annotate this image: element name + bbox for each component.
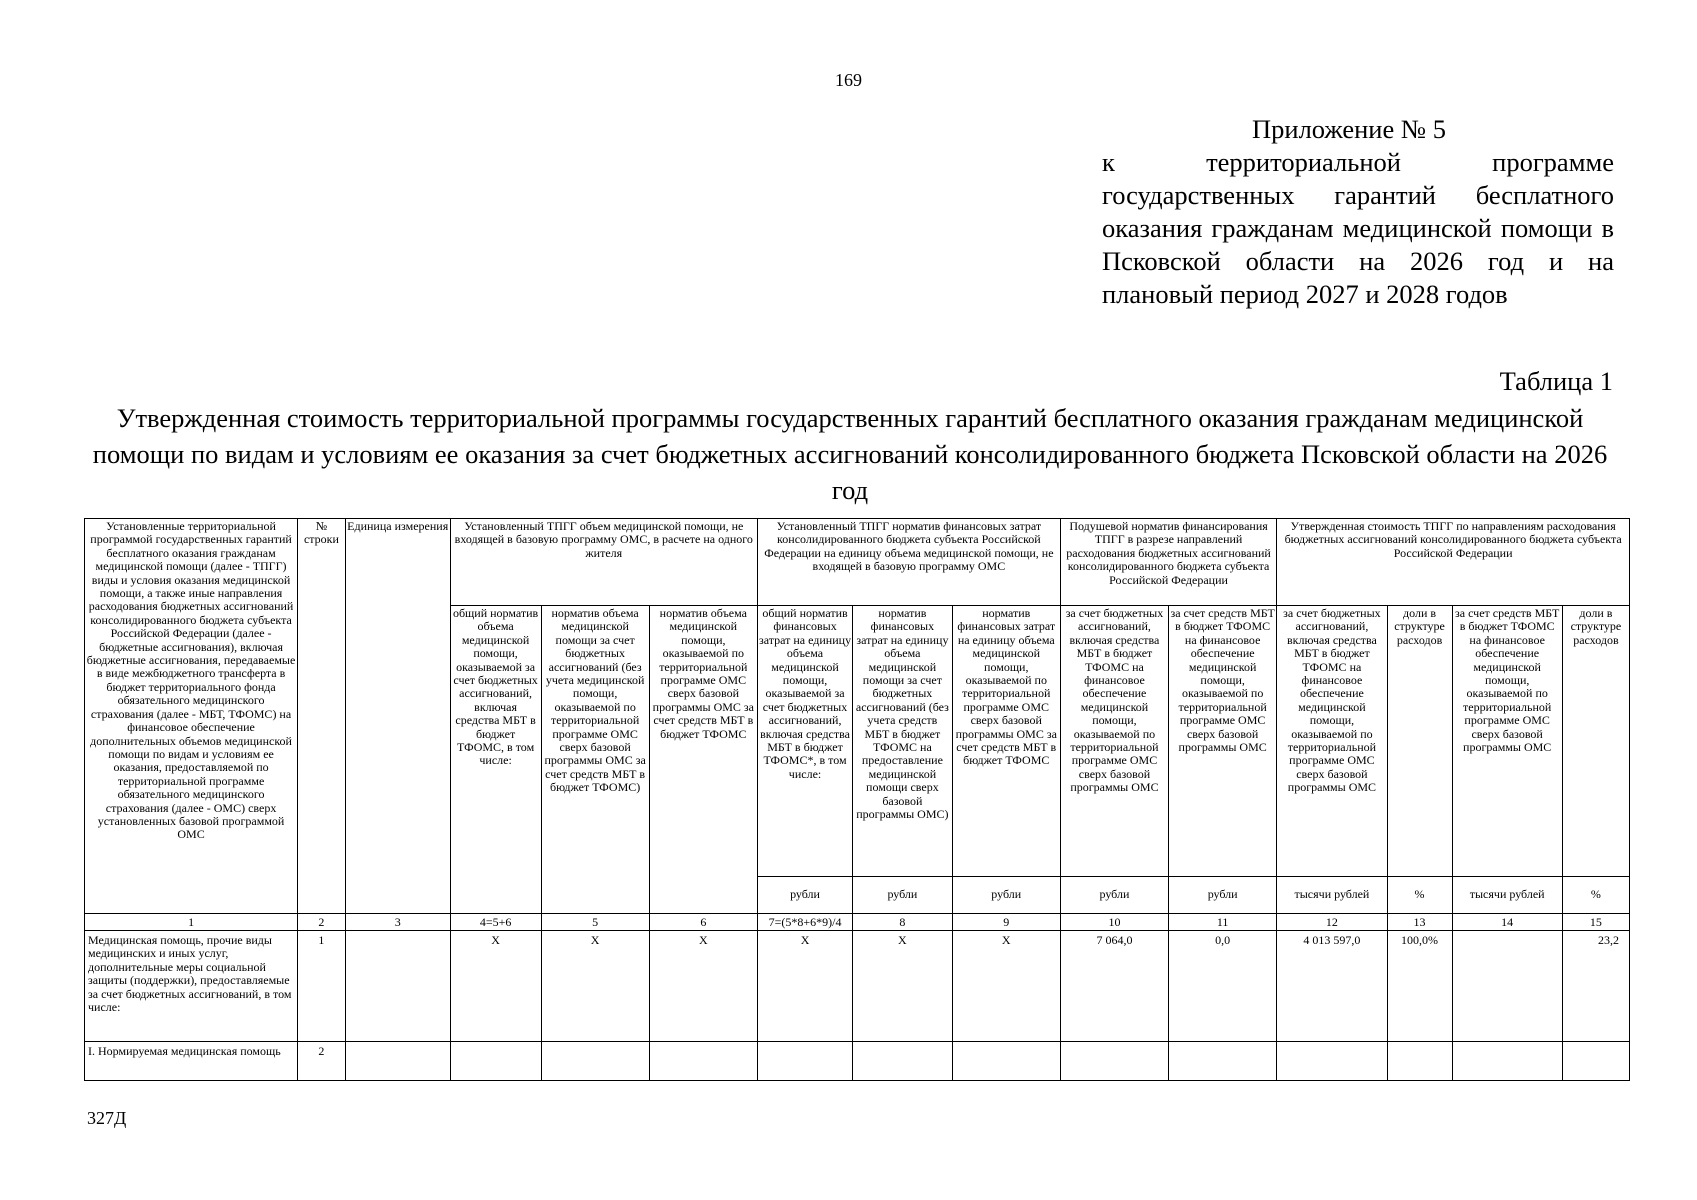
cell-c6 bbox=[649, 1042, 757, 1081]
appendix-block bbox=[1102, 113, 1614, 311]
appendix-heading: Приложение № 5 bbox=[1252, 114, 1447, 144]
unit-col-9: рубли bbox=[952, 877, 1060, 914]
header-col-2: № строки bbox=[298, 519, 346, 914]
unit-col-11: рубли bbox=[1169, 877, 1277, 914]
column-numbering-row bbox=[85, 914, 1630, 931]
appendix-body: к территориальной программе государственных гарантий бесплатного оказания гражданам медицинской помощи в Псковской области на 2026 год и на плановый период 2027 и 2028 годов bbox=[1102, 147, 1614, 309]
header-col-14: за счет средств МБТ в бюджет ТФОМС на финансовое обеспечение медицинской помощи, оказываемой по территориальной программе ОМС сверх базовой программы ОМС bbox=[1452, 606, 1562, 877]
header-col-5: норматив объема медицинской помощи за счет бюджетных ассигнований (без учета медицинской помощи, оказываемой по территориальной программе ОМС сверх базовой программы ОМС за счет средств МБТ в бюджет ТФОМС) bbox=[541, 606, 649, 914]
col-number: 8 bbox=[853, 914, 953, 931]
unit-col-15: % bbox=[1562, 877, 1629, 914]
col-number: 11 bbox=[1169, 914, 1277, 931]
unit-col-12: тысячи рублей bbox=[1277, 877, 1387, 914]
cell-c15 bbox=[1562, 1042, 1629, 1081]
unit-col-8: рубли bbox=[853, 877, 953, 914]
cell-c13: 100,0% bbox=[1387, 931, 1452, 1042]
table-row bbox=[85, 931, 1630, 1042]
cell-c10 bbox=[1060, 1042, 1168, 1081]
row-line-number: 2 bbox=[298, 1042, 346, 1081]
table-title: Утвержденная стоимость территориальной программы государственных гарантий бесплатного оказания гражданам медицинской помощи по видам и условиям ее оказания за счет бюджетных ассигнований консолидированного бюджета Псковской области на 2026 год bbox=[92, 403, 1608, 505]
cell-c8 bbox=[853, 1042, 953, 1081]
cell-c15: 23,2 bbox=[1562, 931, 1629, 1042]
header-col-9: норматив финансовых затрат на единицу объема медицинской помощи, оказываемой по территориальной программе ОМС сверх базовой программы ОМС за счет средств МБТ в бюджет ТФОМС bbox=[952, 606, 1060, 877]
col-number: 13 bbox=[1387, 914, 1452, 931]
row-name: I. Нормируемая медицинская помощь bbox=[85, 1042, 298, 1081]
col-number: 10 bbox=[1060, 914, 1168, 931]
header-col-10: за счет бюджетных ассигнований, включая средства МБТ в бюджет ТФОМС на финансовое обеспечение медицинской помощи, оказываемой по территориальной программе ОМС сверх базовой программы ОМС bbox=[1060, 606, 1168, 877]
col-number: 3 bbox=[345, 914, 450, 931]
col-number: 9 bbox=[952, 914, 1060, 931]
header-col-4: общий норматив объема медицинской помощи, оказываемой за счет бюджетных ассигнований, включая средства МБТ в бюджет ТФОМС, в том числе: bbox=[450, 606, 541, 914]
cost-table bbox=[84, 518, 1630, 1081]
col-number: 2 bbox=[298, 914, 346, 931]
header-col-7: общий норматив финансовых затрат на единицу объема медицинской помощи, оказываемой за счет бюджетных ассигнований, включая средства МБТ в бюджет ТФОМС*, в том числе: bbox=[757, 606, 852, 877]
col-number: 1 bbox=[85, 914, 298, 931]
row-unit bbox=[345, 931, 450, 1042]
header-row-1 bbox=[85, 519, 1630, 606]
header-col-6: норматив объема медицинской помощи, оказываемой по территориальной программе ОМС сверх базовой программы ОМС за счет средств МБТ в бюджет ТФОМС bbox=[649, 606, 757, 914]
unit-col-13: % bbox=[1387, 877, 1452, 914]
table-row bbox=[85, 1042, 1630, 1081]
col-number: 15 bbox=[1562, 914, 1629, 931]
header-group-per-capita: Подушевой норматив финансирования ТПГГ в разрезе направлений расходования бюджетных ассигнований консолидированного бюджета субъекта Российской Федерации bbox=[1060, 519, 1276, 606]
col-number: 4=5+6 bbox=[450, 914, 541, 931]
header-col-3: Единица измерения bbox=[345, 519, 450, 914]
row-line-number: 1 bbox=[298, 931, 346, 1042]
header-col-13: доли в структуре расходов bbox=[1387, 606, 1452, 877]
cell-c10: 7 064,0 bbox=[1060, 931, 1168, 1042]
cell-c14 bbox=[1452, 1042, 1562, 1081]
header-col-12: за счет бюджетных ассигнований, включая средства МБТ в бюджет ТФОМС на финансовое обеспечение медицинской помощи, оказываемой по территориальной программе ОМС сверх базовой программы ОМС bbox=[1277, 606, 1387, 877]
cell-c4 bbox=[450, 1042, 541, 1081]
document-code: 327Д bbox=[87, 1108, 127, 1128]
cell-c8: X bbox=[853, 931, 953, 1042]
header-group-cost-norm: Установленный ТПГГ норматив финансовых затрат консолидированного бюджета субъекта Российской Федерации на единицу объема медицинской помощи, не входящей в базовую программу ОМС bbox=[757, 519, 1060, 606]
cell-c11: 0,0 bbox=[1169, 931, 1277, 1042]
col-number: 7=(5*8+6*9)/4 bbox=[757, 914, 852, 931]
cell-c6: X bbox=[649, 931, 757, 1042]
row-unit bbox=[345, 1042, 450, 1081]
header-col-8: норматив финансовых затрат на единицу объема медицинской помощи за счет бюджетных ассигнований (без учета средств МБТ в бюджет ТФОМС на предоставление медицинской помощи сверх базовой программы ОМС) bbox=[853, 606, 953, 877]
cell-c5 bbox=[541, 1042, 649, 1081]
cell-c9: X bbox=[952, 931, 1060, 1042]
page-number: 169 bbox=[835, 70, 862, 90]
col-number: 12 bbox=[1277, 914, 1387, 931]
cell-c12: 4 013 597,0 bbox=[1277, 931, 1387, 1042]
col-number: 5 bbox=[541, 914, 649, 931]
cell-c14 bbox=[1452, 931, 1562, 1042]
unit-col-7: рубли bbox=[757, 877, 852, 914]
unit-col-10: рубли bbox=[1060, 877, 1168, 914]
header-group-volume: Установленный ТПГГ объем медицинской помощи, не входящей в базовую программу ОМС, в расчете на одного жителя bbox=[450, 519, 757, 606]
unit-col-14: тысячи рублей bbox=[1452, 877, 1562, 914]
header-col-15: доли в структуре расходов bbox=[1562, 606, 1629, 877]
table-label: Таблица 1 bbox=[1499, 366, 1613, 396]
header-group-approved-cost: Утвержденная стоимость ТПГГ по направлениям расходования бюджетных ассигнований консолидированного бюджета субъекта Российской Федерации bbox=[1277, 519, 1630, 606]
header-col-1: Установленные территориальной программой государственных гарантий бесплатного оказания гражданам медицинской помощи (далее - ТПГГ) виды и условия оказания медицинской помощи, а также иные направления расходования бюджетных ассигнований консолидированного бюджета субъекта Российской Федерации (далее - бюджетные ассигнования), включая бюджетные ассигнования, передаваемые в виде межбюджетного трансферта в бюджет территориального фонда обязательного медицинского страхования (далее - МБТ, ТФОМС) на финансовое обеспечение дополнительных объемов медицинской помощи по видам и условиям ее оказания, предоставляемой по территориальной программе обязательного медицинского страхования (далее - ОМС) сверх установленных базовой программой ОМС bbox=[85, 519, 298, 914]
col-number: 14 bbox=[1452, 914, 1562, 931]
row-name: Медицинская помощь, прочие виды медицинских и иных услуг, дополнительные меры социальной защиты (поддержки), предоставляемые за счет бюджетных ассигнований, в том числе: bbox=[85, 931, 298, 1042]
cell-c9 bbox=[952, 1042, 1060, 1081]
cell-c4: X bbox=[450, 931, 541, 1042]
cell-c12 bbox=[1277, 1042, 1387, 1081]
cell-c11 bbox=[1169, 1042, 1277, 1081]
cell-c13 bbox=[1387, 1042, 1452, 1081]
header-col-11: за счет средств МБТ в бюджет ТФОМС на финансовое обеспечение медицинской помощи, оказываемой по территориальной программе ОМС сверх базовой программы ОМС bbox=[1169, 606, 1277, 877]
cell-c5: X bbox=[541, 931, 649, 1042]
cell-c7 bbox=[757, 1042, 852, 1081]
col-number: 6 bbox=[649, 914, 757, 931]
cell-c7: X bbox=[757, 931, 852, 1042]
